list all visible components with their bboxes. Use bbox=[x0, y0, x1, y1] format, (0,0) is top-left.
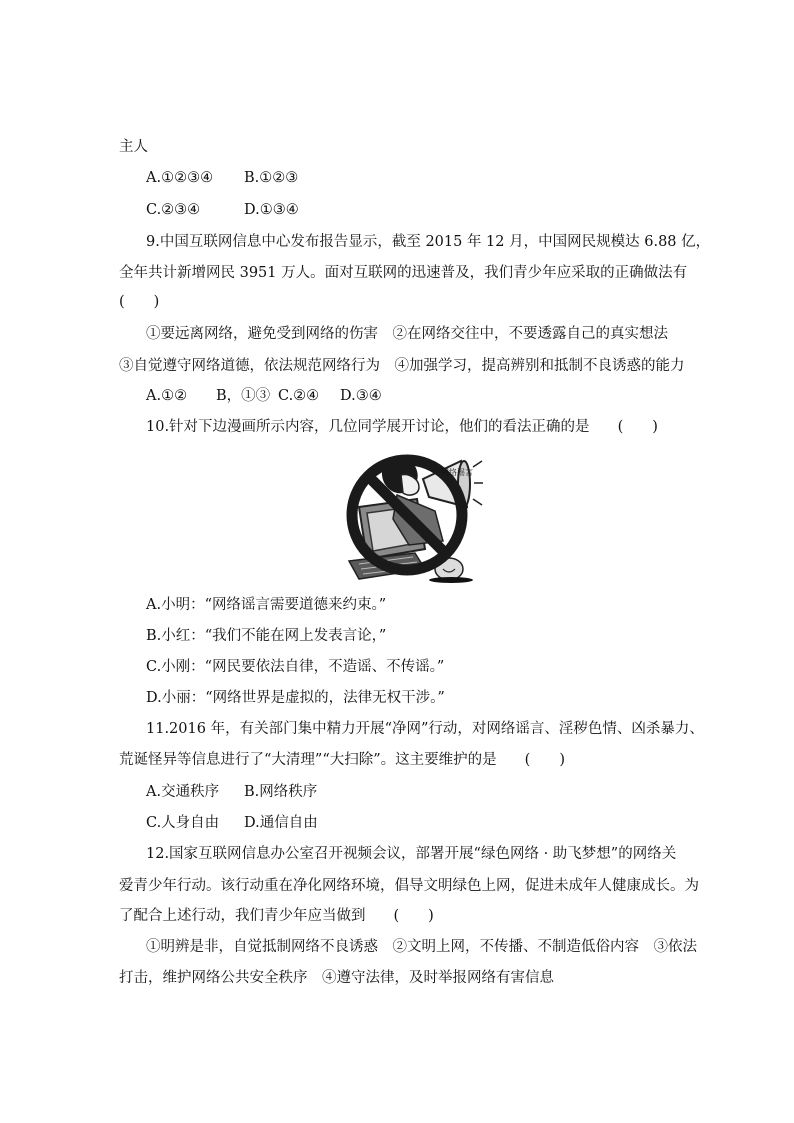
q11-options-row1 bbox=[146, 782, 317, 802]
q9-stem-line1: 9.中国互联网信息中心发布报告显示，截至 2015 年 12 月，中国网民规模达 6.88 亿， bbox=[146, 234, 711, 250]
q8-option-c: C.②③④ bbox=[146, 202, 201, 218]
q9-statements-line2: ③自觉遵守网络道德，依法规范网络行为 ④加强学习，提高辨别和抵制不良诱惑的能力 bbox=[119, 358, 685, 374]
q9-answer-bracket: ( ) bbox=[119, 294, 160, 310]
q12-stem-line1: 12.国家互联网信息办公室召开视频会议，部署开展“绿色网络 · 助飞梦想”的网络关 bbox=[146, 846, 677, 862]
q11-options-row2 bbox=[146, 813, 318, 833]
q8-option-d: D.①③④ bbox=[244, 202, 299, 218]
q8-options-row1 bbox=[146, 168, 298, 188]
q9-option-d: D.③④ bbox=[340, 388, 382, 404]
q11-option-c: C.人身自由 bbox=[146, 815, 220, 831]
q9-option-b: B，①③ bbox=[216, 388, 271, 404]
q9-option-c: C.②④ bbox=[278, 388, 320, 404]
q12-statements-line2: 打击，维护网络公共安全秩序 ④遵守法律，及时举报网络有害信息 bbox=[119, 970, 554, 986]
q10-stem-text: 10.针对下边漫画所示内容，几位同学展开讨论，他们的看法正确的是 bbox=[146, 419, 590, 435]
q11-answer-bracket: ( ) bbox=[524, 752, 565, 768]
q10-stem bbox=[146, 417, 658, 437]
q8-continuation: 主人 bbox=[119, 139, 148, 155]
q12-answer-bracket: ( ) bbox=[393, 908, 434, 924]
q11-stem-line1: 11.2016 年，有关部门集中精力开展“净网”行动，对网络谣言、淫秽色情、凶杀暴力、 bbox=[146, 721, 704, 737]
q12-statements-line1: ①明辨是非，自觉抵制网络不良诱惑 ②文明上网，不传播、不制造低俗内容 ③依法 bbox=[146, 939, 697, 955]
q12-stem-line3 bbox=[119, 906, 434, 926]
q12-stem-line3-text: 了配合上述行动，我们青少年应当做到 bbox=[119, 908, 366, 924]
cartoon-megaphone-label: 网络谣言 bbox=[441, 468, 473, 477]
q11-option-b: B.网络秩序 bbox=[244, 784, 318, 800]
q11-option-a: A.交通秩序 bbox=[146, 784, 220, 800]
q10-answer-bracket: ( ) bbox=[617, 419, 658, 435]
q11-option-d: D.通信自由 bbox=[244, 815, 318, 831]
q10-option-d: D.小丽：“网络世界是虚拟的，法律无权干涉。” bbox=[146, 690, 445, 706]
q10-option-b: B.小红：“我们不能在网上发表言论，” bbox=[146, 628, 387, 644]
q10-option-c: C.小刚：“网民要依法自律，不造谣、不传谣。” bbox=[146, 659, 445, 675]
q8-option-b: B.①②③ bbox=[244, 170, 299, 186]
q10-option-a: A.小明：“网络谣言需要道德来约束。” bbox=[146, 597, 387, 613]
q8-options-row2 bbox=[146, 200, 299, 220]
q9-stem-line2: 全年共计新增网民 3951 万人。面对互联网的迅速普及，我们青少年应采取的正确做法有 bbox=[119, 265, 688, 281]
q12-stem-line2: 爱青少年行动。该行动重在净化网络环境，倡导文明绿色上网，促进未成年人健康成长。为 bbox=[119, 878, 699, 894]
q9-statements-line1: ①要远离网络，避免受到网络的伤害 ②在网络交往中，不要透露自己的真实想法 bbox=[146, 326, 668, 342]
rumor-cartoon-illustration bbox=[339, 449, 484, 584]
cartoon-sound-lines bbox=[473, 461, 483, 505]
q8-option-a: A.①②③④ bbox=[146, 170, 214, 186]
q11-stem-line2-text: 荒诞怪异等信息进行了“大清理”“大扫除”。这主要维护的是 bbox=[119, 752, 497, 768]
q9-options bbox=[146, 386, 382, 406]
q11-stem-line2 bbox=[119, 750, 565, 770]
cartoon-hole bbox=[429, 577, 473, 583]
q9-option-a: A.①② bbox=[146, 388, 188, 404]
